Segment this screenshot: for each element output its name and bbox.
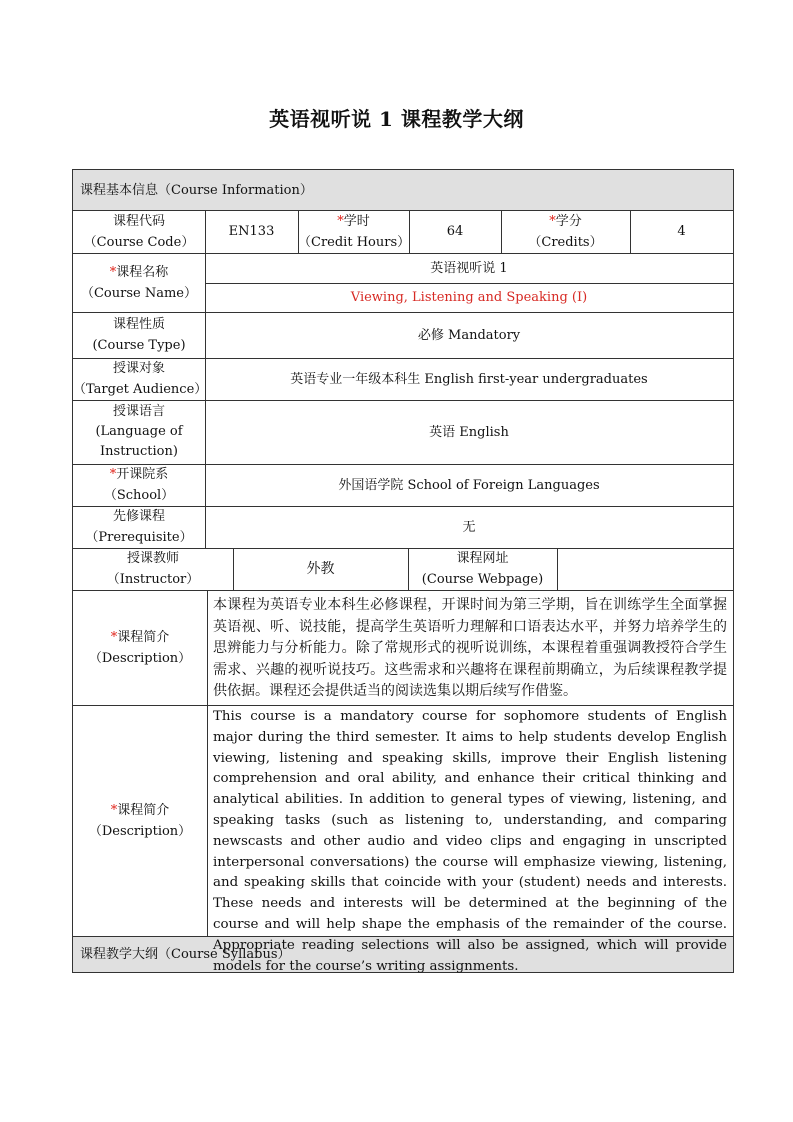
course-type-label bbox=[73, 312, 205, 358]
language-label-en1: (Language of bbox=[95, 424, 183, 439]
course-code-value: EN133 bbox=[228, 224, 275, 239]
language-value: 英语 English bbox=[429, 424, 509, 440]
description-cn-label-en: （Description） bbox=[88, 650, 192, 666]
section-info-header: 课程基本信息（Course Information） bbox=[80, 182, 313, 198]
prerequisite-value: 无 bbox=[462, 519, 476, 535]
instructor-label bbox=[73, 548, 233, 590]
description-en-text: This course is a mandatory course for sophomore students of English major during the third semester. It aims to help students develop English viewing, listening and speaking skills, improve their English listening comprehension and oral ability, and enhance their critical thinking and analytical abilities. In addition to general types of viewing, listening, and speaking tasks (such as listening to, understanding, and comparing newscasts and other audio and video clips and engaging in unscripted interpersonal conversations) the course will emphasize viewing, listening, and speaking skills that coincide with your (student) needs and interests. These needs and interests will be determined at the beginning of the course and will help shape the emphasis of the remainder of the course. Appropriate reading selections will also be assigned, which will provide models for the course’s writing assignments. bbox=[213, 709, 727, 974]
instructor-label-cn: 授课教师 bbox=[126, 551, 179, 566]
credit-hours-value: 64 bbox=[446, 224, 464, 239]
language-label-cn: 授课语言 bbox=[112, 404, 165, 419]
credits-label-en: （Credits） bbox=[528, 234, 603, 250]
course-name-label-en: （Course Name） bbox=[80, 285, 197, 301]
description-cn-label bbox=[73, 590, 207, 705]
required-marker: * bbox=[549, 213, 556, 229]
school-label-cn: 开课院系 bbox=[116, 467, 169, 482]
credit-hours-label-cn: 学时 bbox=[343, 213, 370, 229]
credit-hours-label bbox=[298, 210, 409, 253]
course-name-label-cn: 课程名称 bbox=[116, 264, 169, 280]
course-code-label-en: （Course Code） bbox=[83, 234, 195, 250]
required-marker: * bbox=[337, 213, 344, 229]
credits-label-cn: 学分 bbox=[555, 213, 582, 229]
language-label bbox=[73, 400, 205, 464]
course-name-en: Viewing, Listening and Speaking (I) bbox=[350, 290, 588, 305]
instructor-label-en: （Instructor） bbox=[106, 572, 200, 587]
webpage-value[interactable] bbox=[557, 548, 733, 590]
required-marker: * bbox=[110, 802, 118, 818]
prerequisite-label-en: （Prerequisite） bbox=[85, 530, 193, 545]
description-en-label bbox=[73, 705, 207, 936]
school-label-en: （School） bbox=[103, 488, 175, 503]
description-cn-text: 本课程为英语专业本科生必修课程，开课时间为第三学期，旨在训练学生全面掌握英语视、听、说技能，提高学生英语听力理解和口语表达水平，并努力培养学生的思辨能力与分析能力。除了常规形式的视听说训练，本课程着重强调教授符合学生需求、兴趣的视听说技巧。这些需求和兴趣将在课程前期确立，为后续课程教学提供依据。课程还会提供适当的阅读选集以期后续写作借鉴。 bbox=[213, 597, 727, 699]
instructor-value: 外教 bbox=[306, 560, 335, 577]
page-title: 英语视听说 1 课程教学大纲 bbox=[269, 107, 524, 131]
target-audience-label-en: （Target Audience） bbox=[73, 382, 208, 397]
school-value: 外国语学院 School of Foreign Languages bbox=[338, 477, 600, 493]
webpage-label-en: (Course Webpage) bbox=[421, 572, 544, 587]
target-audience-value: 英语专业一年级本科生 English first-year undergraduates bbox=[290, 371, 648, 387]
description-en-label-cn: 课程简介 bbox=[117, 802, 170, 818]
prerequisite-label bbox=[73, 506, 205, 548]
school-label bbox=[73, 464, 205, 506]
required-marker: * bbox=[109, 467, 117, 482]
prerequisite-label-cn: 先修课程 bbox=[112, 509, 165, 524]
course-type-label-cn: 课程性质 bbox=[112, 317, 165, 332]
course-type-value: 必修 Mandatory bbox=[417, 327, 521, 343]
required-marker: * bbox=[110, 629, 118, 645]
credits-value: 4 bbox=[677, 224, 686, 239]
required-marker: * bbox=[109, 264, 117, 280]
course-name-cn: 英语视听说 1 bbox=[430, 260, 508, 276]
target-audience-label bbox=[73, 358, 208, 400]
course-code-label bbox=[73, 210, 205, 253]
credits-label bbox=[501, 210, 630, 253]
course-code-label-cn: 课程代码 bbox=[112, 213, 165, 229]
webpage-label bbox=[408, 548, 557, 590]
course-type-label-en: (Course Type) bbox=[92, 338, 186, 353]
section-syllabus-header: 课程教学大纲（Course Syllabus） bbox=[80, 946, 291, 962]
description-en-label-en: （Description） bbox=[88, 823, 192, 839]
language-label-en2: Instruction) bbox=[100, 444, 178, 459]
course-name-label bbox=[73, 253, 205, 312]
description-cn-label-cn: 课程简介 bbox=[117, 629, 170, 645]
credit-hours-label-en: （Credit Hours） bbox=[298, 234, 411, 250]
target-audience-label-cn: 授课对象 bbox=[112, 361, 165, 376]
webpage-label-cn: 课程网址 bbox=[456, 551, 509, 566]
